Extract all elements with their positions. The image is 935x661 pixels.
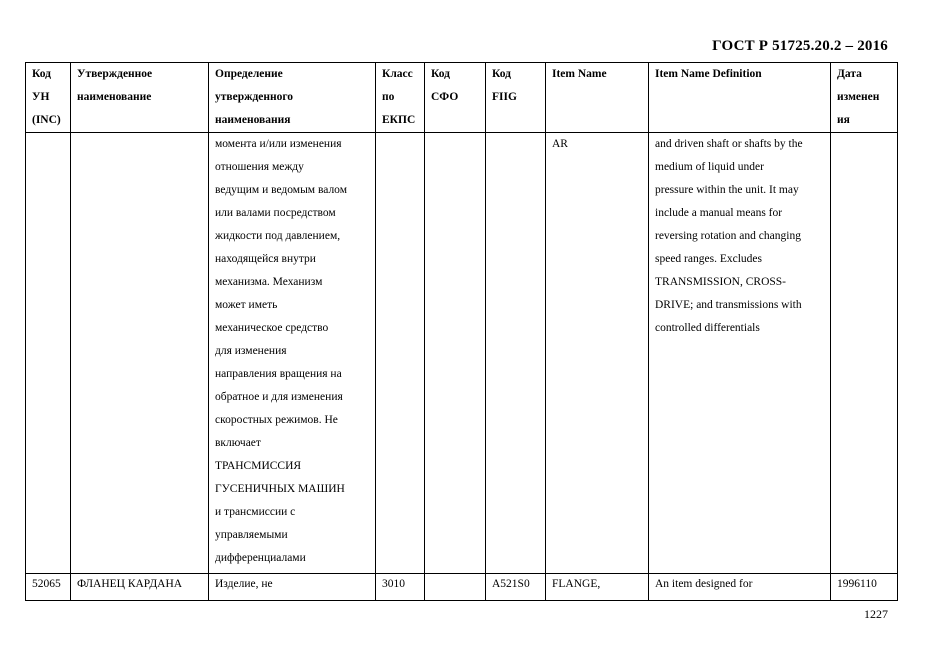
table-row (26, 574, 898, 601)
cell-class: 3010 (376, 574, 425, 601)
cell-definition-ru: Изделие, не (209, 574, 376, 601)
cell-item-name: AR (546, 133, 649, 574)
cell-item-name: FLANGE, (546, 574, 649, 601)
document-title: ГОСТ Р 51725.20.2 – 2016 (712, 38, 888, 54)
cell-approved-name: ФЛАНЕЦ КАРДАНА (71, 574, 209, 601)
header-change-date: Дата изменен ия (831, 63, 898, 133)
cell-approved-name (71, 133, 209, 574)
header-row (26, 63, 898, 133)
cell-definition-en: An item designed for (649, 574, 831, 601)
header-approved-name: Утвержденное наименование (71, 63, 209, 133)
cell-definition-en: and driven shaft or shafts by the medium of liquid under pressure within the unit. It may include a manual means for reversing rotation and changing speed ranges. Excludes TRANSMISSION, CROSS- DRIVE; and transmissions with controlled differentials (649, 133, 831, 574)
header-fiig: Код FIIG (486, 63, 546, 133)
cell-fiig: A521S0 (486, 574, 546, 601)
cell-sfo (425, 574, 486, 601)
header-item-name-definition: Item Name Definition (649, 63, 831, 133)
cell-fiig (486, 133, 546, 574)
cell-inc: 52065 (26, 574, 71, 601)
page-number: 1227 (864, 607, 888, 621)
header-class: Класс по ЕКПС (376, 63, 425, 133)
cell-inc (26, 133, 71, 574)
header-definition: Определение утвержденного наименования (209, 63, 376, 133)
cell-change-date: 1996110 (831, 574, 898, 601)
header-inc: Код УН (INC) (26, 63, 71, 133)
cell-definition-ru: момента и/или изменения отношения между ведущим и ведомым валом или валами посредством жидкости под давлением, находящейся внутри механизма. Механизм может иметь механическое средство для изменения направления вращения на обратное и для изменения скоростных режимов. Не включает ТРАНСМИССИЯ ГУСЕНИЧНЫХ МАШИН и трансмиссии с управляемыми дифференциалами (209, 133, 376, 574)
table-row-continuation (26, 133, 898, 574)
header-item-name: Item Name (546, 63, 649, 133)
cell-class (376, 133, 425, 574)
header-sfo: Код СФО (425, 63, 486, 133)
catalog-table (25, 62, 898, 601)
cell-sfo (425, 133, 486, 574)
cell-change-date (831, 133, 898, 574)
